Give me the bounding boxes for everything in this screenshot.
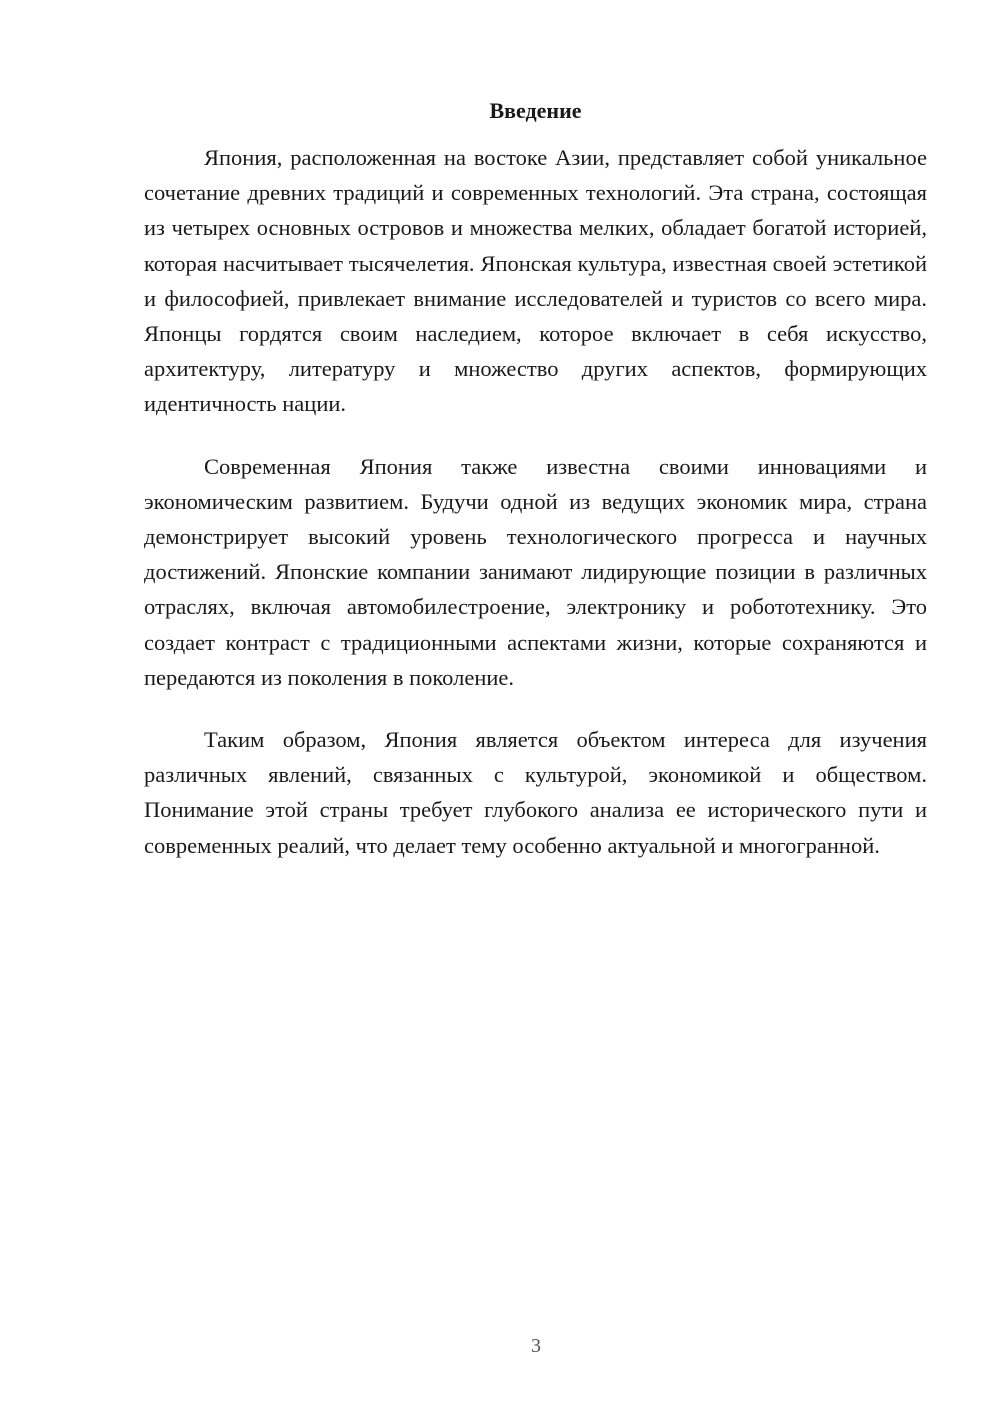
paragraph-1: Япония, расположенная на востоке Азии, представляет собой уникальное сочетание древних традиций и современных технологий. Эта страна, состоящая из четырех основных островов и множества мелких, обладает богатой историей, которая насчитывает тысячелетия. Японская культура, известная своей эстетикой и философией, привлекает внимание исследователей и туристов со всего мира. Японцы гордятся своим наследием, которое включает в себя искусство, архитектуру, литературу и множество других аспектов, формирующих идентичность нации. <box>144 145 927 417</box>
body-text <box>144 140 927 890</box>
page-number: 3 <box>531 1335 541 1357</box>
paragraph-2: Современная Япония также известна своими инновациями и экономическим развитием. Будучи одной из ведущих экономик мира, страна демонстрирует высокий уровень технологического прогресса и научных достижений. Японские компании занимают лидирующие позиции в различных отраслях, включая автомобилестроение, электронику и робототехнику. Это создает контраст с традиционными аспектами жизни, которые сохраняются и передаются из поколения в поколение. <box>144 453 927 690</box>
page-title: Введение <box>489 98 582 123</box>
paragraph-3: Таким образом, Япония является объектом интереса для изучения различных явлений, связанных с культурой, экономикой и обществом. Понимание этой страны требует глубокого анализа ее исторического пути и современных реалий, что делает тему особенно актуальной и многогранной. <box>144 727 927 858</box>
